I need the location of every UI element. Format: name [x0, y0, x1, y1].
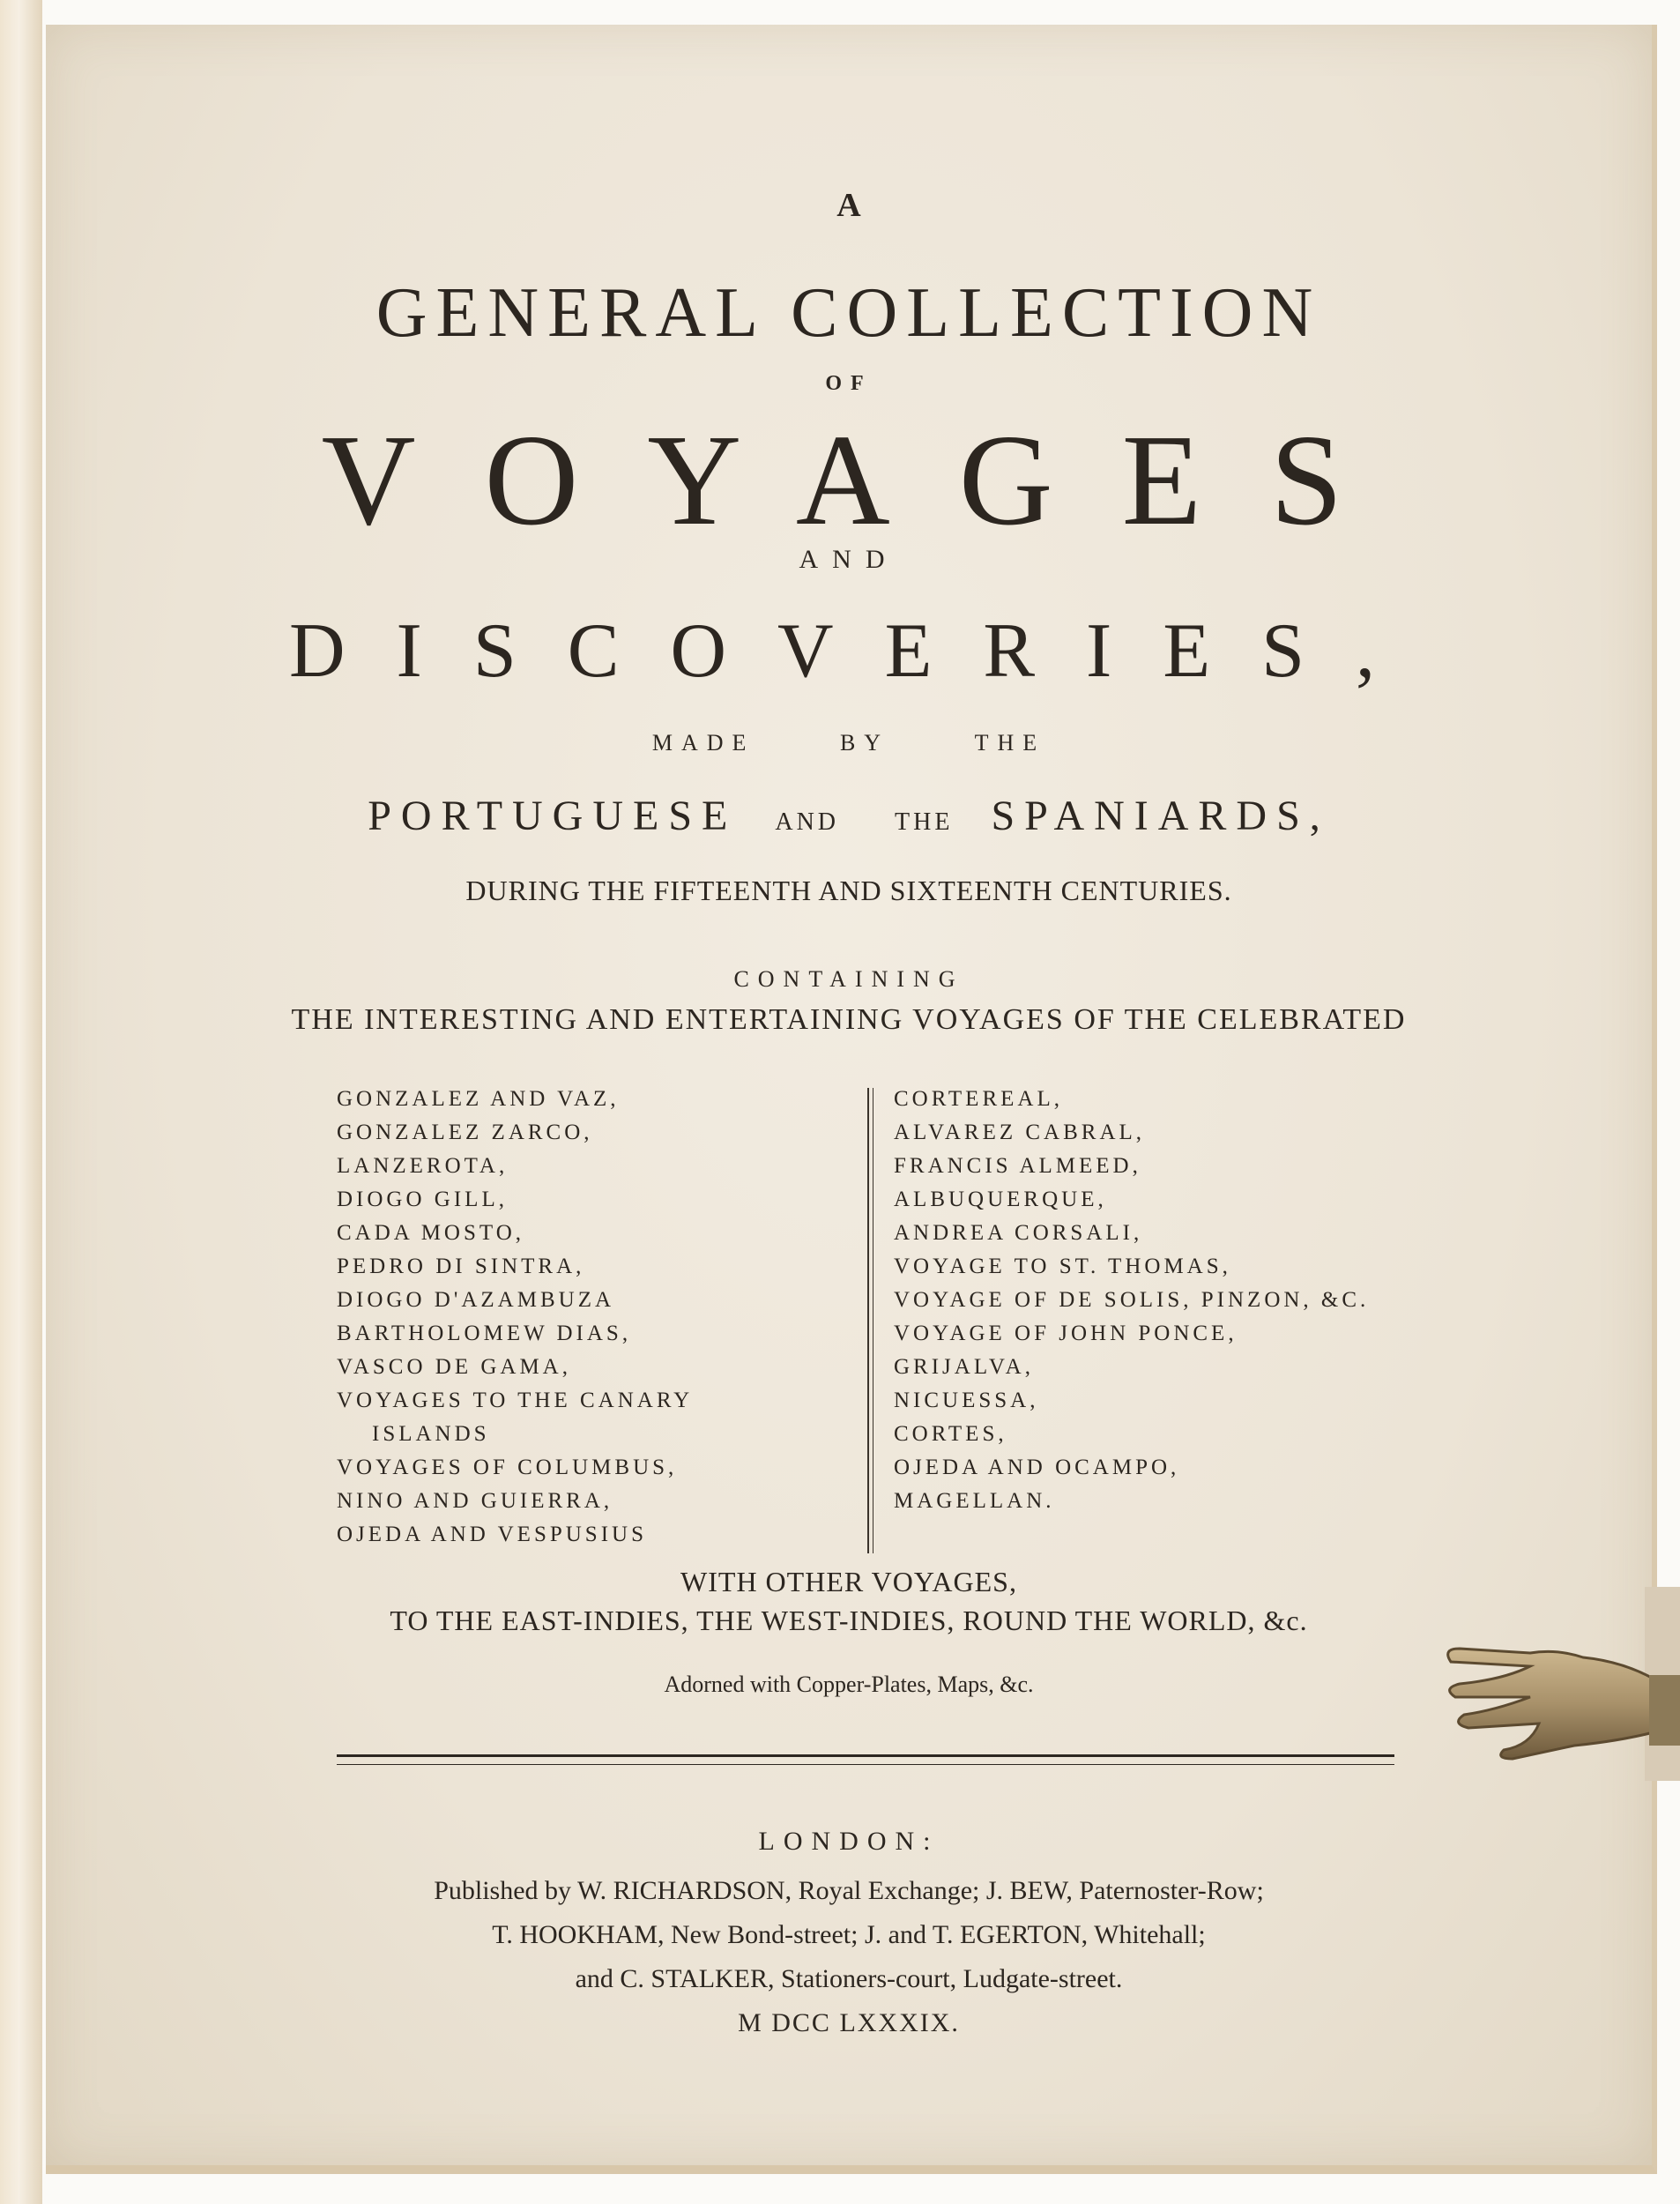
- to-the-east-indies: TO THE EAST-INDIES, THE WEST-INDIES, ROUND THE WORLD, &c.: [390, 1605, 1308, 1636]
- made-by-the: [46, 730, 1652, 756]
- imprint-date: M DCC LXXXIX.: [738, 2008, 960, 2037]
- list-item: ALVAREZ CABRAL,: [894, 1121, 1146, 1144]
- list-item: VOYAGE OF JOHN PONCE,: [894, 1322, 1238, 1345]
- list-item: VOYAGES OF COLUMBUS,: [337, 1456, 678, 1479]
- title-discoveries: DISCOVERIES,: [288, 608, 1427, 694]
- title-voyages: VOYAGES: [321, 408, 1412, 553]
- with-other-voyages: WITH OTHER VOYAGES,: [680, 1566, 1017, 1597]
- list-item: ANDREA CORSALI,: [894, 1221, 1143, 1245]
- portuguese-spaniards-line: [46, 792, 1652, 840]
- the-word: THE: [974, 730, 1046, 756]
- list-item: VASCO DE GAMA,: [337, 1355, 571, 1379]
- title-general-collection: GENERAL COLLECTION: [375, 274, 1322, 352]
- list-item: FRANCIS ALMEED,: [894, 1154, 1141, 1178]
- the-small-word: THE: [895, 808, 954, 836]
- right-column: [894, 1083, 1458, 1518]
- list-item: CORTEREAL,: [894, 1087, 1063, 1111]
- title-article: A: [836, 187, 861, 224]
- spaniards-word: SPANIARDS,: [991, 793, 1330, 839]
- voyages-list: [337, 1083, 1483, 1559]
- imprint-publishers-3: and C. STALKER, Stationers-court, Ludgate-street.: [575, 1964, 1123, 1993]
- title-page: [46, 25, 1657, 2174]
- list-item: PEDRO DI SINTRA,: [337, 1255, 585, 1278]
- list-item: NICUESSA,: [894, 1389, 1039, 1412]
- list-item: BARTHOLOMEW DIAS,: [337, 1322, 632, 1345]
- book-spine: [0, 0, 42, 2204]
- list-item: OJEDA AND VESPUSIUS: [337, 1523, 647, 1546]
- list-item: VOYAGES TO THE CANARY: [337, 1389, 694, 1412]
- horizontal-rule: [337, 1754, 1394, 1765]
- during-centuries: DURING THE FIFTEENTH AND SIXTEENTH CENTURIES.: [465, 875, 1232, 906]
- list-item: LANZEROTA,: [337, 1154, 509, 1178]
- list-item: CADA MOSTO,: [337, 1221, 525, 1245]
- made-word: MADE: [651, 730, 755, 756]
- column-divider: [867, 1088, 873, 1553]
- hand-clasp-icon: [1424, 1587, 1680, 1781]
- and-small-word: AND: [775, 808, 840, 836]
- list-item: GONZALEZ ZARCO,: [337, 1121, 593, 1144]
- list-item: VOYAGE OF DE SOLIS, PINZON, &C.: [894, 1288, 1370, 1312]
- list-item: MAGELLAN.: [894, 1489, 1055, 1513]
- imprint-publishers-2: T. HOOKHAM, New Bond-street; J. and T. EGERTON, Whitehall;: [492, 1920, 1206, 1949]
- containing-heading: CONTAINING: [733, 966, 964, 992]
- by-word: BY: [839, 730, 890, 756]
- portuguese-word: PORTUGUESE: [368, 793, 738, 839]
- list-item: VOYAGE TO ST. THOMAS,: [894, 1255, 1231, 1278]
- title-and: AND: [799, 545, 899, 574]
- list-item: OJEDA AND OCAMPO,: [894, 1456, 1180, 1479]
- list-item: CORTES,: [894, 1422, 1007, 1446]
- list-item: GRIJALVA,: [894, 1355, 1034, 1379]
- list-item: GONZALEZ AND VAZ,: [337, 1087, 620, 1111]
- list-item: ALBUQUERQUE,: [894, 1188, 1107, 1211]
- adorned-line: Adorned with Copper-Plates, Maps, &c.: [664, 1672, 1034, 1697]
- title-of: OF: [825, 372, 873, 395]
- interesting-voyages-line: THE INTERESTING AND ENTERTAINING VOYAGES OF THE CELEBRATED: [291, 1003, 1407, 1036]
- imprint-london: LONDON:: [758, 1827, 940, 1856]
- list-item: DIOGO GILL,: [337, 1188, 508, 1211]
- list-item: NINO AND GUIERRA,: [337, 1489, 613, 1513]
- left-column: [337, 1083, 866, 1552]
- imprint-publishers-1: Published by W. RICHARDSON, Royal Exchange; J. BEW, Paternoster-Row;: [434, 1876, 1264, 1905]
- list-item: DIOGO D'AZAMBUZA: [337, 1288, 615, 1312]
- list-item: ISLANDS: [372, 1422, 490, 1446]
